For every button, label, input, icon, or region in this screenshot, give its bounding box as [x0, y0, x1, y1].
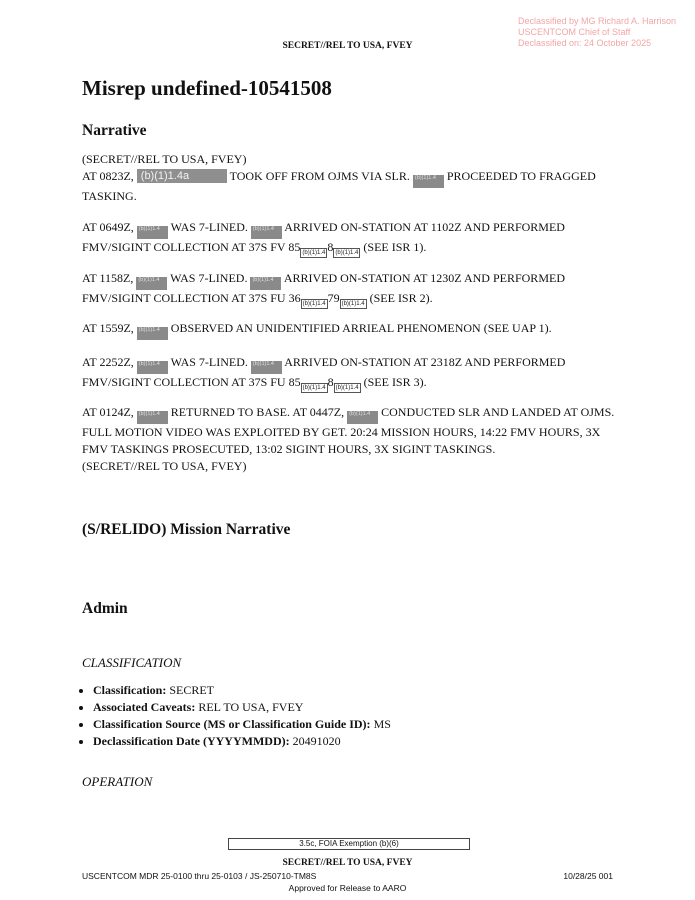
- page-title: Misrep undefined-10541508: [82, 76, 332, 100]
- narrative-text: AT 2252Z,: [82, 355, 134, 369]
- list-item: [93, 682, 593, 699]
- narrative-text: OBSERVED AN UNIDENTIFIED ARRIEAL PHENOMENON (SEE UAP 1).: [170, 321, 552, 335]
- admin-item-label: Declassification Date (YYYYMMDD):: [93, 734, 290, 748]
- narrative-paragraph-3: [82, 270, 622, 309]
- footer-document-id: USCENTCOM MDR 25-0100 thru 25-0103 / JS-250710-TM8S: [82, 871, 317, 881]
- narrative-text: AT 0124Z,: [82, 405, 134, 419]
- redaction-box: (b)(1)1.4: [302, 385, 326, 391]
- redaction-block: (b)(1)1.4: [137, 361, 168, 374]
- narrative-text: ARRIVED ON-STATION AT 2318Z AND PERFORMED FMV/SIGINT COLLECTION AT 37S FU 85: [82, 355, 566, 389]
- redaction-box: (b)(1)1.4: [335, 250, 359, 256]
- admin-heading: Admin: [82, 600, 128, 617]
- narrative-text: AT 1559Z,: [82, 321, 134, 335]
- classification-marking: (SECRET//REL TO USA, FVEY): [82, 459, 247, 473]
- admin-item-value: MS: [373, 717, 391, 731]
- narrative-text: AT 0649Z,: [82, 220, 134, 234]
- narrative-text: WAS 7-LINED.: [170, 271, 248, 285]
- redaction-block: (b)(1)1.4: [251, 361, 282, 374]
- narrative-text: TOOK OFF FROM OJMS VIA SLR.: [229, 169, 410, 183]
- redaction-block: (b)(1)1.4: [137, 226, 168, 239]
- foia-exemption-box: 3.5c, FOIA Exemption (b)(6): [228, 838, 470, 850]
- narrative-paragraph-4: [82, 320, 622, 340]
- redaction-block: (b)(1)1.4a: [137, 169, 227, 183]
- header-classification: SECRET//REL TO USA, FVEY: [282, 41, 413, 51]
- narrative-text: CONDUCTED SLR AND LANDED AT OJMS. FULL MOTION VIDEO WAS EXPLOITED BY GET. 20:24 MISSION HOURS, 14:22 FMV HOURS, 3X FMV TASKINGS PROSECUTED, 13:02 SIGINT HOURS, 3X SIGINT TASKINGS.: [82, 405, 615, 456]
- classification-subheading: CLASSIFICATION: [82, 655, 182, 670]
- narrative-text: (SEE ISR 1).: [363, 240, 427, 254]
- stamp-line-3: Declassified on: 24 October 2025: [518, 38, 652, 48]
- narrative-heading: Narrative: [82, 122, 147, 139]
- stamp-line-2: USCENTCOM Chief of Staff: [518, 27, 631, 37]
- redaction-block: (b)(1)1.4: [250, 277, 281, 290]
- narrative-paragraph-1: [82, 151, 622, 205]
- footer-approved: Approved for Release to AARO: [288, 883, 407, 893]
- redaction-block: (b)(1)1.4: [137, 327, 168, 340]
- redaction-block: (b)(1)1.4: [251, 226, 282, 239]
- redaction-block: (b)(1)1.4: [347, 411, 378, 424]
- admin-item-value: SECRET: [169, 683, 215, 697]
- narrative-text: 8: [327, 240, 334, 254]
- admin-item-value: REL TO USA, FVEY: [198, 700, 304, 714]
- footer-classification: SECRET//REL TO USA, FVEY: [282, 858, 413, 868]
- admin-item-value: 20491020: [292, 734, 341, 748]
- redaction-block: (b)(1)1.4: [413, 175, 444, 188]
- narrative-text: AT 0823Z,: [82, 169, 134, 183]
- narrative-paragraph-5: [82, 354, 622, 393]
- narrative-text: ARRIVED ON-STATION AT 1230Z AND PERFORMED FMV/SIGINT COLLECTION AT 37S FU 36: [82, 271, 565, 305]
- list-item: [93, 716, 593, 733]
- narrative-text: WAS 7-LINED.: [170, 220, 248, 234]
- narrative-text: ARRIVED ON-STATION AT 1102Z AND PERFORMED FMV/SIGINT COLLECTION AT 37S FV 85: [82, 220, 565, 254]
- narrative-paragraph-2: [82, 219, 622, 258]
- redaction-box: (b)(1)1.4: [302, 301, 326, 307]
- redaction-block: (b)(1)1.4: [137, 411, 168, 424]
- operation-subheading: OPERATION: [82, 774, 153, 789]
- list-item: [93, 699, 593, 716]
- narrative-paragraph-6: [82, 404, 622, 475]
- redaction-box: (b)(1)1.4: [335, 385, 359, 391]
- admin-item-label: Associated Caveats:: [93, 700, 196, 714]
- redaction-box: (b)(1)1.4: [341, 301, 365, 307]
- admin-item-label: Classification Source (MS or Classification Guide ID):: [93, 717, 371, 731]
- redaction-box: (b)(1)1.4: [302, 250, 326, 256]
- classification-marking: (SECRET//REL TO USA, FVEY): [82, 152, 247, 166]
- narrative-text: (SEE ISR 2).: [369, 291, 433, 305]
- narrative-text: AT 1158Z,: [82, 271, 134, 285]
- narrative-text: PROCEEDED TO FRAGGED TASKING.: [82, 169, 596, 203]
- list-item: [93, 733, 593, 750]
- narrative-text: RETURNED TO BASE. AT 0447Z,: [170, 405, 345, 419]
- stamp-line-1: Declassified by MG Richard A. Harrison: [518, 16, 677, 26]
- mission-narrative-heading: (S/RELIDO) Mission Narrative: [82, 521, 291, 538]
- redaction-block: (b)(1)1.4: [136, 277, 167, 290]
- narrative-text: WAS 7-LINED.: [170, 355, 248, 369]
- admin-item-label: Classification:: [93, 683, 167, 697]
- narrative-text: 79: [327, 291, 340, 305]
- footer-date-page: 10/28/25 001: [563, 871, 613, 881]
- admin-list: [82, 682, 593, 750]
- narrative-text: (SEE ISR 3).: [363, 375, 427, 389]
- narrative-text: 8: [327, 375, 334, 389]
